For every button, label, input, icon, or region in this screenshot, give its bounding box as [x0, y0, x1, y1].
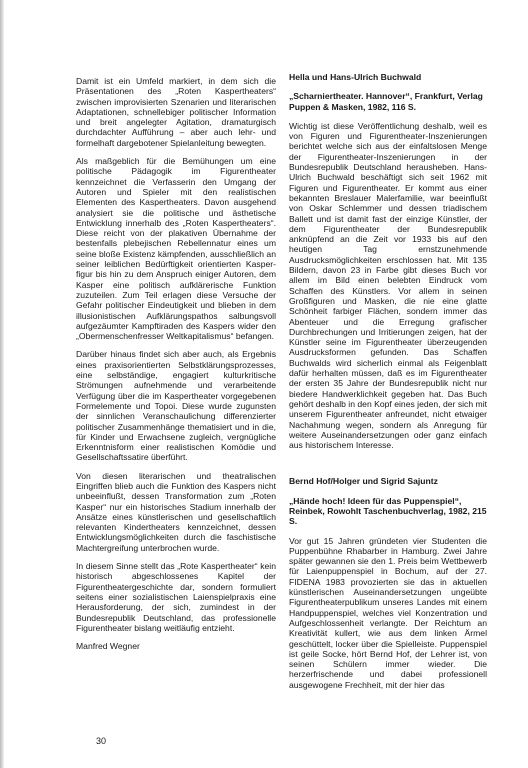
author-signature: Manfred Wegner	[76, 641, 140, 652]
body-paragraph: Damit ist ein Umfeld markiert, in dem sich die Präsentationen des „Roten Kaspertheaters“ zwischen improvisierten Szenarien und literarischen Adaptationen, schnellebiger politischer Information und breit angelegter Agitation, dramaturgisch durchdachter Aufführung – aber auch lehr- und formelhaft dargebotener Spielanleitung bewegten.	[76, 76, 276, 148]
left-column	[76, 76, 276, 659]
review-book-title: „Scharniertheater. Hannover“, Frankfurt, Verlag Puppen & Masken, 1982, 116 S.	[289, 91, 483, 112]
body-paragraph: Von diesen literarischen und theatralischen Eingriffen blieb auch die Funktion des Kaspers nicht unbeeinflußt, dessen Transformation zum „Roten Kasper“ nur ein historisches Stadium innerhalb der Ansätze eines künstlerischen und gesellschaftlich relevanten Kindertheaters kennzeichnet, dessen Entwicklungsmöglichkeiten durch die faschistische Machtergreifung unterbrochen wurde.	[76, 470, 276, 553]
body-paragraph: Darüber hinaus findet sich aber auch, als Ergebnis eines praxisorientierten Selbstklärungsprozesses, eine selbständige, engagiert kulturkritische Strömungen aufnehmende und verarbeitende Verfügung über die im Kaspertheater vorgegebenen Formelemente und Topoi. Diese wurde zugunsten der sinnlichen Veranschaulichung differenzierter politischer Zusammenhänge thematisiert und in die, für Kinder und Erwachsene zugleich, vergnügliche Erkenntnisform einer realistischen Komödie und Gesellschaftssatire überführt.	[76, 349, 276, 463]
section-spacer	[289, 458, 487, 476]
review-authors: Hella und Hans-Ulrich Buchwald	[289, 72, 422, 82]
body-paragraph: In diesem Sinne stellt das „Rote Kaspertheater“ kein historisch abgeschlossenes Kapitel der Figurentheatergeschichte dar, sondern formuliert seitens einer sozialistischen Laienspielpraxis eine Herausforderung, der sich, zumindest in der Bundesrepublik Deutschland, das professionelle Figurentheater bislang weitläufig entzieht.	[76, 561, 276, 633]
review-paragraph: Wichtig ist diese Veröffentlichung deshalb, weil es von Figuren und Figurentheater-Inszenierungen berichtet welche sich aus der einfaltslosen Menge der Figurentheater-Inszenierungen in der Bundesrepublik Deutschland herausheben. Hans-Ulrich Buchwald beschäftigt sich seit 1962 mit Figuren und Figurentheater. Er kommt aus einer bekannten Breslauer Malerfamilie, war beeinflußt von Oskar Schlemmer und dessen triadischem Ballett und ist damit fast der einzige Künstler, der dem Figurentheater der Bundesrepublik anknüpfend an die Zeit vor 1933 bis auf den heutigen Tag ernstzunehmende Ausdrucksmöglichkeiten erschlossen hat. Mit 135 Bildern, davon 23 in Farbe gibt dieses Buch vor allem im Bild einen belebten Eindruck vom Schaffen des Künstlers. Vor allem in seinen Großfiguren und Masken, die nie eine glatte Schönheit farbiger Flächen, sondern immer das Abenteuer und die Erregung grafischer Durchbrechungen und Irritierungen zeigen, hat der Künstler seine im Figurentheater überzeugenden Ausdrucksformen gefunden. Das Schaffen Buchwalds wird sicherlich einmal als Feigenblatt dafür herhalten müssen, daß es im Figurentheater der ersten 35 Jahre der Bundesrepublik nicht nur biedere Handwerklichkeit gegeben hat. Das Buch gehört deshalb in den Kopf eines jeden, der sich mit unserem Figurentheater anfreundet, nicht etwaiger Nachahmung wegen, sondern als Anregung für weitere Auseinandersetzungen oder ganz einfach aus historischem Interesse.	[289, 120, 487, 451]
review-paragraph: Vor gut 15 Jahren gründeten vier Studenten die Puppenbühne Rhabarber in Hamburg. Zwei Jahre später gewannen sie den 1. Preis beim Wettbewerb für Laienpuppenspiel in Bochum, auf der 27. FIDENA 1983 provozierten sie das in aktuellen künstlerischen Auseinandersetzungen ungeübte Figurentheaterpublikum unseres Landes mit einem Handpuppenspiel, welches viel Konzentration und Aufgeschlossenheit verlangte. Der Reichtum an Kreativität kullert, wie aus dem linken Ärmel geschüttelt, locker über die Spielleiste. Puppenspiel ist geile Socke, hört Bernd Hof, der Lehrer ist, von seinen Schülern immer wieder. Die herzerfrischende und dabei professionell ausgewogene Frechheit, mit der hier das	[289, 535, 487, 690]
review-book-title: „Hände hoch! Ideen für das Puppenspiel“, Reinbek, Rowohlt Taschenbuchverlag, 1982, 215 S.	[289, 495, 487, 527]
right-column	[289, 72, 487, 693]
page-edge-shadow	[0, 0, 4, 768]
page-number: 30	[96, 736, 107, 746]
review-authors: Bernd Hof/Holger und Sigrid Sajuntz	[289, 476, 438, 487]
body-paragraph: Als maßgeblich für die Bemühungen um eine politische Pädagogik im Figurentheater kennzeichnet die Verfasserin den Umgang der Autoren und Spieler mit den realistischen Elementen des Kaspertheaters. Davon ausgehend analysiert sie die politische und ästhetische Entwicklung innerhalb des „Roten Kaspertheaters“. Diese reicht von der plakativen Übernahme der bestenfalls plebejischen Rebellennatur eines um seine bloße Existenz kämpfenden, ausschließlich an seiner leiblichen Bedürftigkeit orientierten Kasperfigur bis hin zu dem Anspruch einiger Autoren, dem Kasper eine politisch aufklärerische Funktion zuzuteilen. Zum Teil erlagen diese Versuche der Gefahr politischer Eindeutigkeit und blieben in dem illusionistischen Aufklärungspathos salbungsvoll aufgezäumter Kampftiraden des Kaspers wider den „Obermenschenfresser Weltkapitalismus“ befangen.	[76, 156, 276, 342]
